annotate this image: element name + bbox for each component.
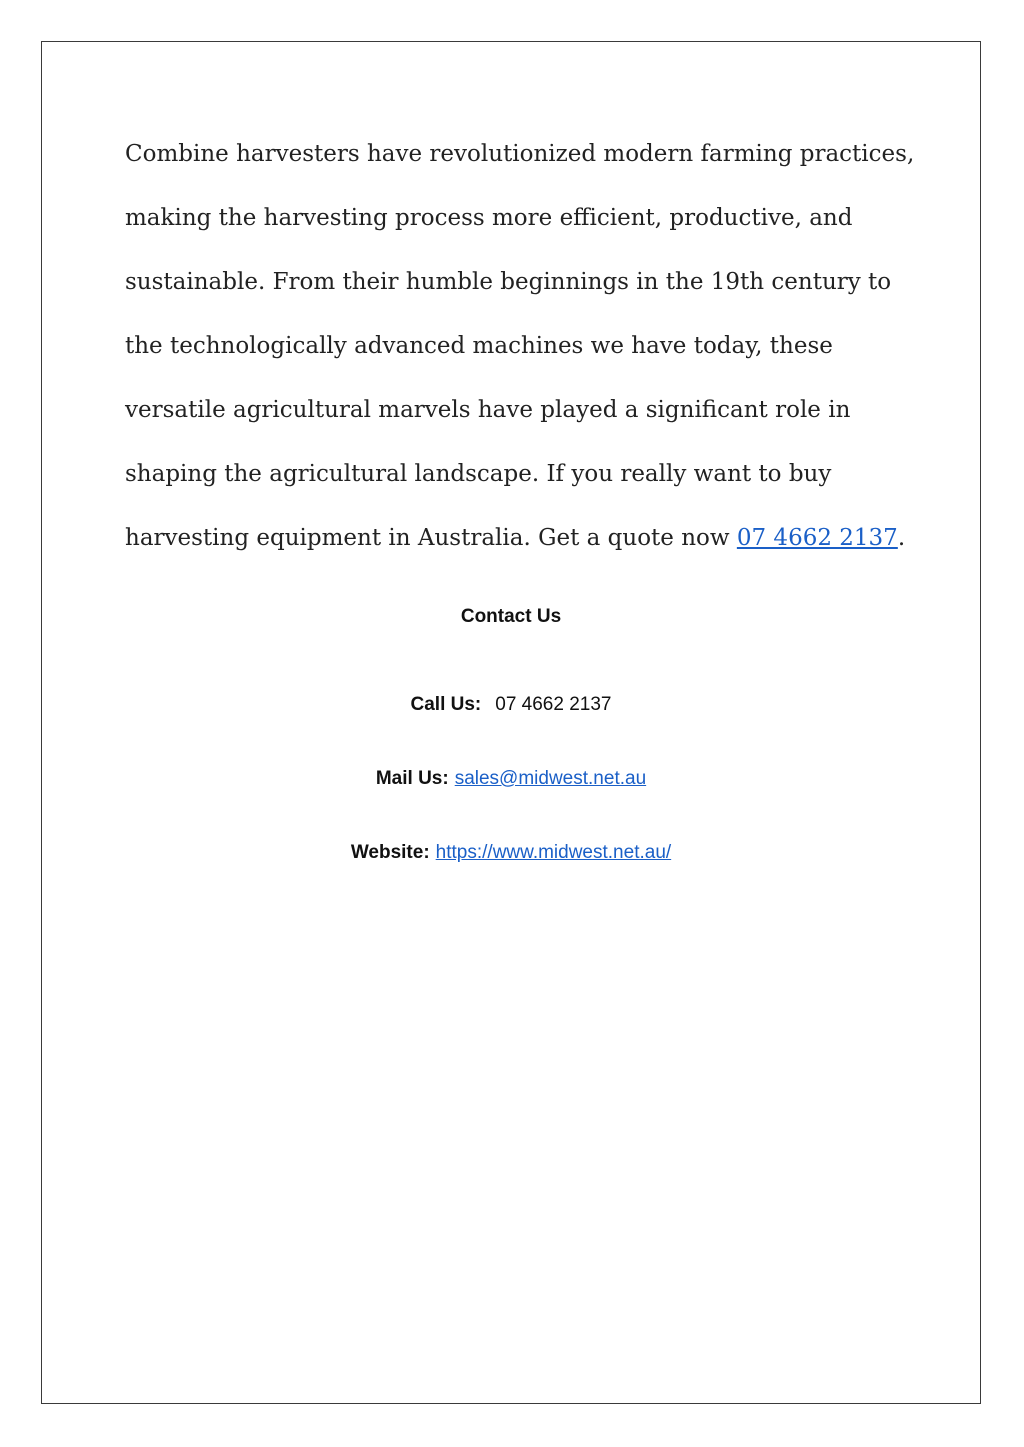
call-label: Call Us: xyxy=(410,694,482,715)
call-row xyxy=(42,694,980,716)
email-link[interactable]: sales@midwest.net.au xyxy=(454,768,647,789)
paragraph-line: shaping the agricultural landscape. If you really want to buy xyxy=(125,461,832,487)
paragraph-end-period: . xyxy=(897,525,906,551)
paragraph-line: Combine harvesters have revolutionized modern farming practices, xyxy=(125,141,915,167)
website-label: Website: xyxy=(350,842,430,863)
call-value: 07 4662 2137 xyxy=(495,694,612,715)
body-paragraph xyxy=(125,122,925,570)
mail-row xyxy=(42,768,980,790)
quote-phone-link[interactable]: 07 4662 2137 xyxy=(736,525,898,551)
website-link[interactable]: https://www.midwest.net.au/ xyxy=(435,842,672,863)
paragraph-line: sustainable. From their humble beginnings in the 19th century to xyxy=(125,269,892,295)
mail-label: Mail Us: xyxy=(375,768,449,789)
contact-title: Contact Us xyxy=(460,606,562,627)
paragraph-line: the technologically advanced machines we have today, these xyxy=(125,333,833,359)
website-row xyxy=(42,842,980,864)
paragraph-line-last xyxy=(125,506,925,570)
paragraph-line: making the harvesting process more efficient, productive, and xyxy=(125,205,853,231)
paragraph-last-text: harvesting equipment in Australia. Get a quote now xyxy=(125,525,737,551)
paragraph-line: versatile agricultural marvels have played a significant role in xyxy=(125,397,851,423)
page-frame xyxy=(41,41,981,1404)
